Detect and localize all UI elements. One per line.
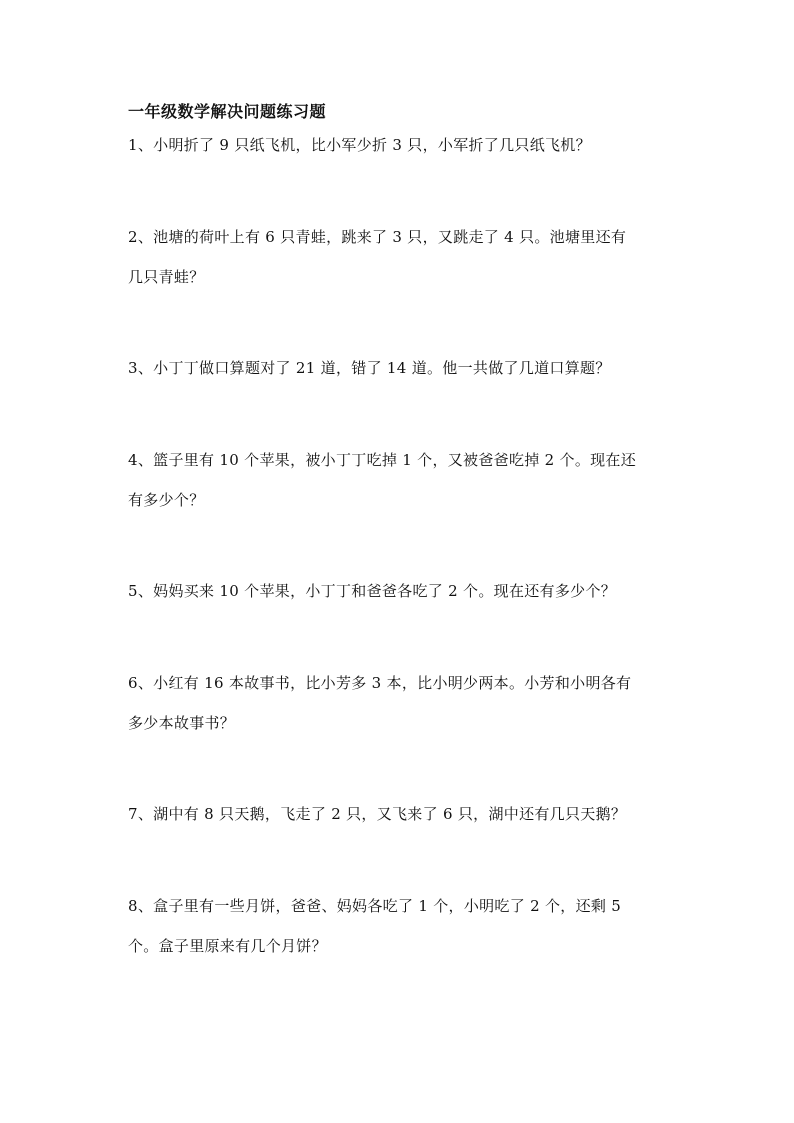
question-7-line-1: 7、湖中有 8 只天鹅，飞走了 2 只，又飞来了 6 只，湖中还有几只天鹅？ xyxy=(128,805,627,823)
question-1-line-1: 1、小明折了 9 只纸飞机，比小军少折 3 只，小军折了几只纸飞机？ xyxy=(128,136,591,154)
question-2-line-2: 几只青蛙？ xyxy=(128,268,205,286)
question-3-line-1: 3、小丁丁做口算题对了 21 道，错了 14 道。他一共做了几道口算题？ xyxy=(128,359,611,377)
question-4-line-2: 有多少个？ xyxy=(128,491,205,509)
question-4-line-1: 4、篮子里有 10 个苹果，被小丁丁吃掉 1 个，又被爸爸吃掉 2 个。现在还 xyxy=(128,451,637,469)
question-6-line-1: 6、小红有 16 本故事书，比小芳多 3 本，比小明少两本。小芳和小明各有 xyxy=(128,674,632,692)
question-8-line-2: 个。盒子里原来有几个月饼？ xyxy=(128,937,327,955)
question-8-line-1: 8、盒子里有一些月饼，爸爸、妈妈各吃了 1 个，小明吃了 2 个，还剩 5 xyxy=(128,897,622,915)
question-6-line-2: 多少本故事书？ xyxy=(128,714,236,732)
question-2-line-1: 2、池塘的荷叶上有 6 只青蛙，跳来了 3 只，又跳走了 4 只。池塘里还有 xyxy=(128,228,627,246)
page-title: 一年级数学解决问题练习题 xyxy=(128,102,327,121)
question-5-line-1: 5、妈妈买来 10 个苹果，小丁丁和爸爸各吃了 2 个。现在还有多少个？ xyxy=(128,582,617,600)
